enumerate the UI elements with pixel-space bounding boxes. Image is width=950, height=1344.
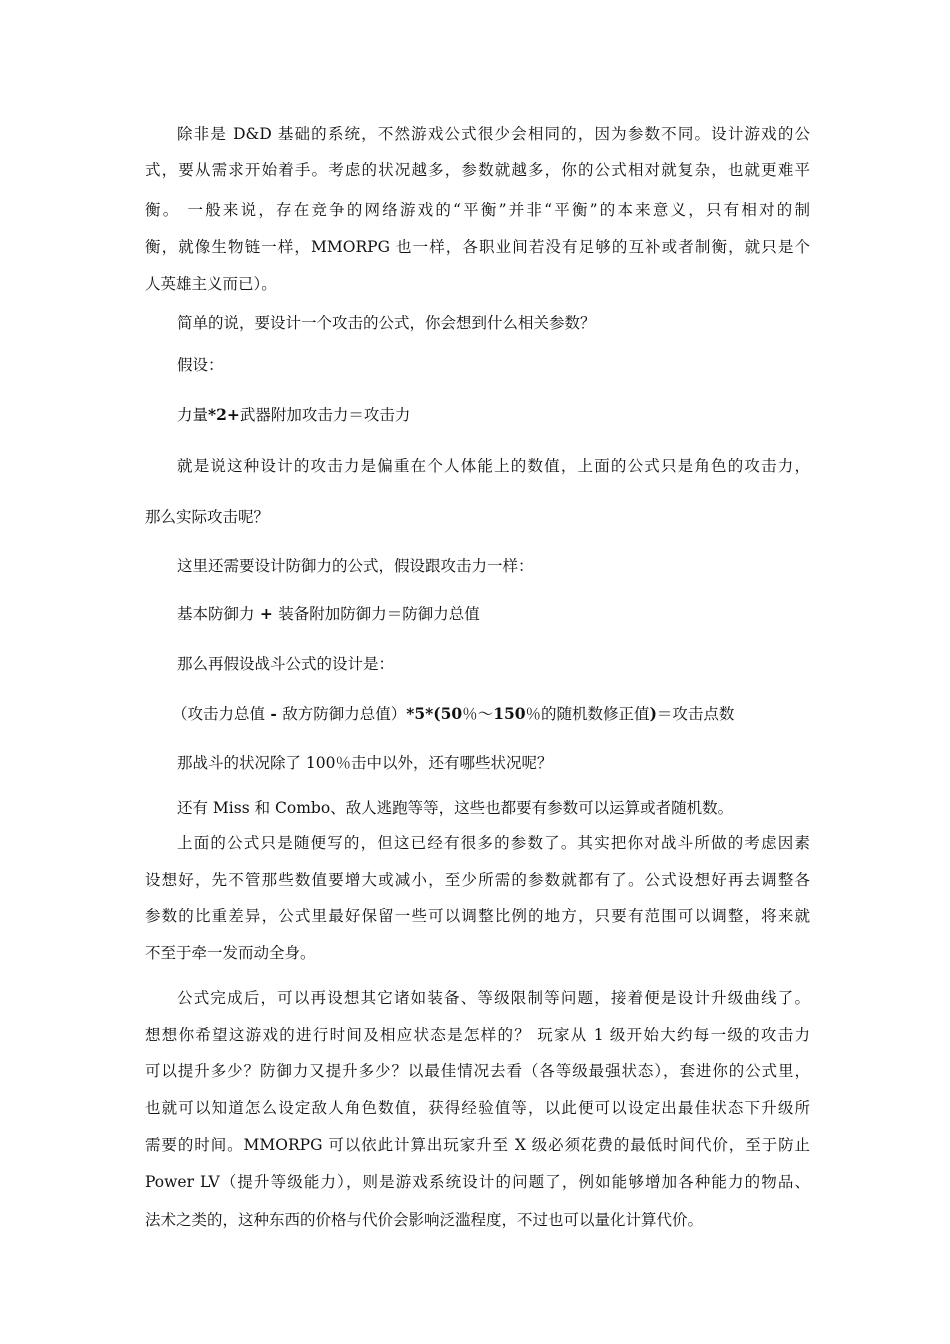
formula-text: ＝攻击点数 [656, 705, 735, 723]
formula-defense [177, 604, 810, 624]
paragraph-line: 那战斗的状况除了 100％击中以外，还有哪些状况呢？ [177, 754, 553, 772]
paragraph-line: 还有 Miss 和 Combo、敌人逃跑等等，这些也都要有参数可以运算或者随机数。 [177, 799, 734, 817]
formula-operator: - [265, 704, 283, 723]
formula-attack [177, 405, 810, 425]
paragraph-line: 法术之类的，这种东西的价格与代价会影响泛滥程度，不过也可以量化计算代价。 [145, 1211, 704, 1229]
formula-text: 武器附加攻击力＝攻击力 [239, 406, 411, 424]
paragraph-line: 衡。 一般来说，存在竞争的网络游戏的“平衡”并非“平衡”的本来意义，只有相对的制 [145, 201, 810, 219]
formula-number: 150 [493, 704, 526, 723]
formula-battle [172, 704, 805, 724]
paragraph-line: 这里还需要设计防御力的公式，假设跟攻击力一样： [177, 557, 534, 575]
paragraph-line: 除非是 D&D 基础的系统，不然游戏公式很少会相同的，因为参数不同。设计游戏的公 [177, 125, 810, 143]
formula-operator: *5*(50 [406, 704, 463, 723]
paragraph-line: 式，要从需求开始着手。考虑的状况越多，参数就越多，你的公式相对就复杂，也就更难平 [145, 161, 810, 179]
paragraph-line: 需要的时间。MMORPG 可以依此计算出玩家升至 X 级必须花费的最低时间代价，至于防止 [145, 1136, 810, 1154]
paragraph-line: 设想好，先不管那些数值要增大或减小，至少所需的参数就都有了。公式设想好再去调整各 [145, 871, 810, 889]
formula-text: 装备附加防御力＝防御力总值 [278, 605, 480, 623]
formula-operator: ) [649, 704, 657, 723]
paragraph-line: Power LV（提升等级能力），则是游戏系统设计的问题了，例如能够增加各种能力的物品、 [145, 1173, 810, 1191]
paragraph-line: 不至于牵一发而动全身。 [145, 944, 316, 962]
paragraph-line: 那么实际攻击呢？ [145, 508, 270, 526]
paragraph-line: 想想你希望这游戏的进行时间及相应状态是怎样的？ 玩家从 1 级开始大约每一级的攻击力 [145, 1026, 810, 1044]
formula-operator: + [254, 604, 279, 623]
paragraph-line: 人英雄主义而已）。 [145, 275, 277, 293]
formula-text: ％的随机数修正值 [525, 705, 650, 723]
paragraph-line: 上面的公式只是随便写的，但这已经有很多的参数了。其实把你对战斗所做的考虑因素 [177, 834, 810, 852]
formula-text: （攻击力总值 [172, 705, 266, 723]
paragraph-line: 衡，就像生物链一样，MMORPG 也一样，各职业间若没有足够的互补或者制衡，就只是个 [145, 238, 810, 256]
formula-text: 基本防御力 [177, 605, 255, 623]
paragraph-line: 公式完成后，可以再设想其它诸如装备、等级限制等问题，接着便是设计升级曲线了。 [177, 989, 810, 1007]
paragraph-line: 就是说这种设计的攻击力是偏重在个人体能上的数值，上面的公式只是角色的攻击力， [177, 457, 810, 475]
formula-operator: *2+ [208, 405, 240, 424]
paragraph-line: 那么再假设战斗公式的设计是： [177, 655, 395, 673]
paragraph-line: 假设： [177, 356, 224, 374]
paragraph-line: 简单的说，要设计一个攻击的公式，你会想到什么相关参数？ [177, 314, 596, 332]
paragraph-line: 可以提升多少？防御力又提升多少？以最佳情况去看（各等级最强状态），套进你的公式里， [145, 1062, 810, 1080]
formula-text: ％～ [462, 705, 494, 723]
paragraph-line: 参数的比重差异，公式里最好保留一些可以调整比例的地方，只要有范围可以调整，将来就 [145, 907, 810, 925]
formula-text: 力量 [177, 406, 209, 424]
paragraph-line: 也就可以知道怎么设定敌人角色数值，获得经验值等，以此便可以设定出最佳状态下升级所 [145, 1099, 810, 1117]
formula-text: 敌方防御力总值） [282, 705, 407, 723]
